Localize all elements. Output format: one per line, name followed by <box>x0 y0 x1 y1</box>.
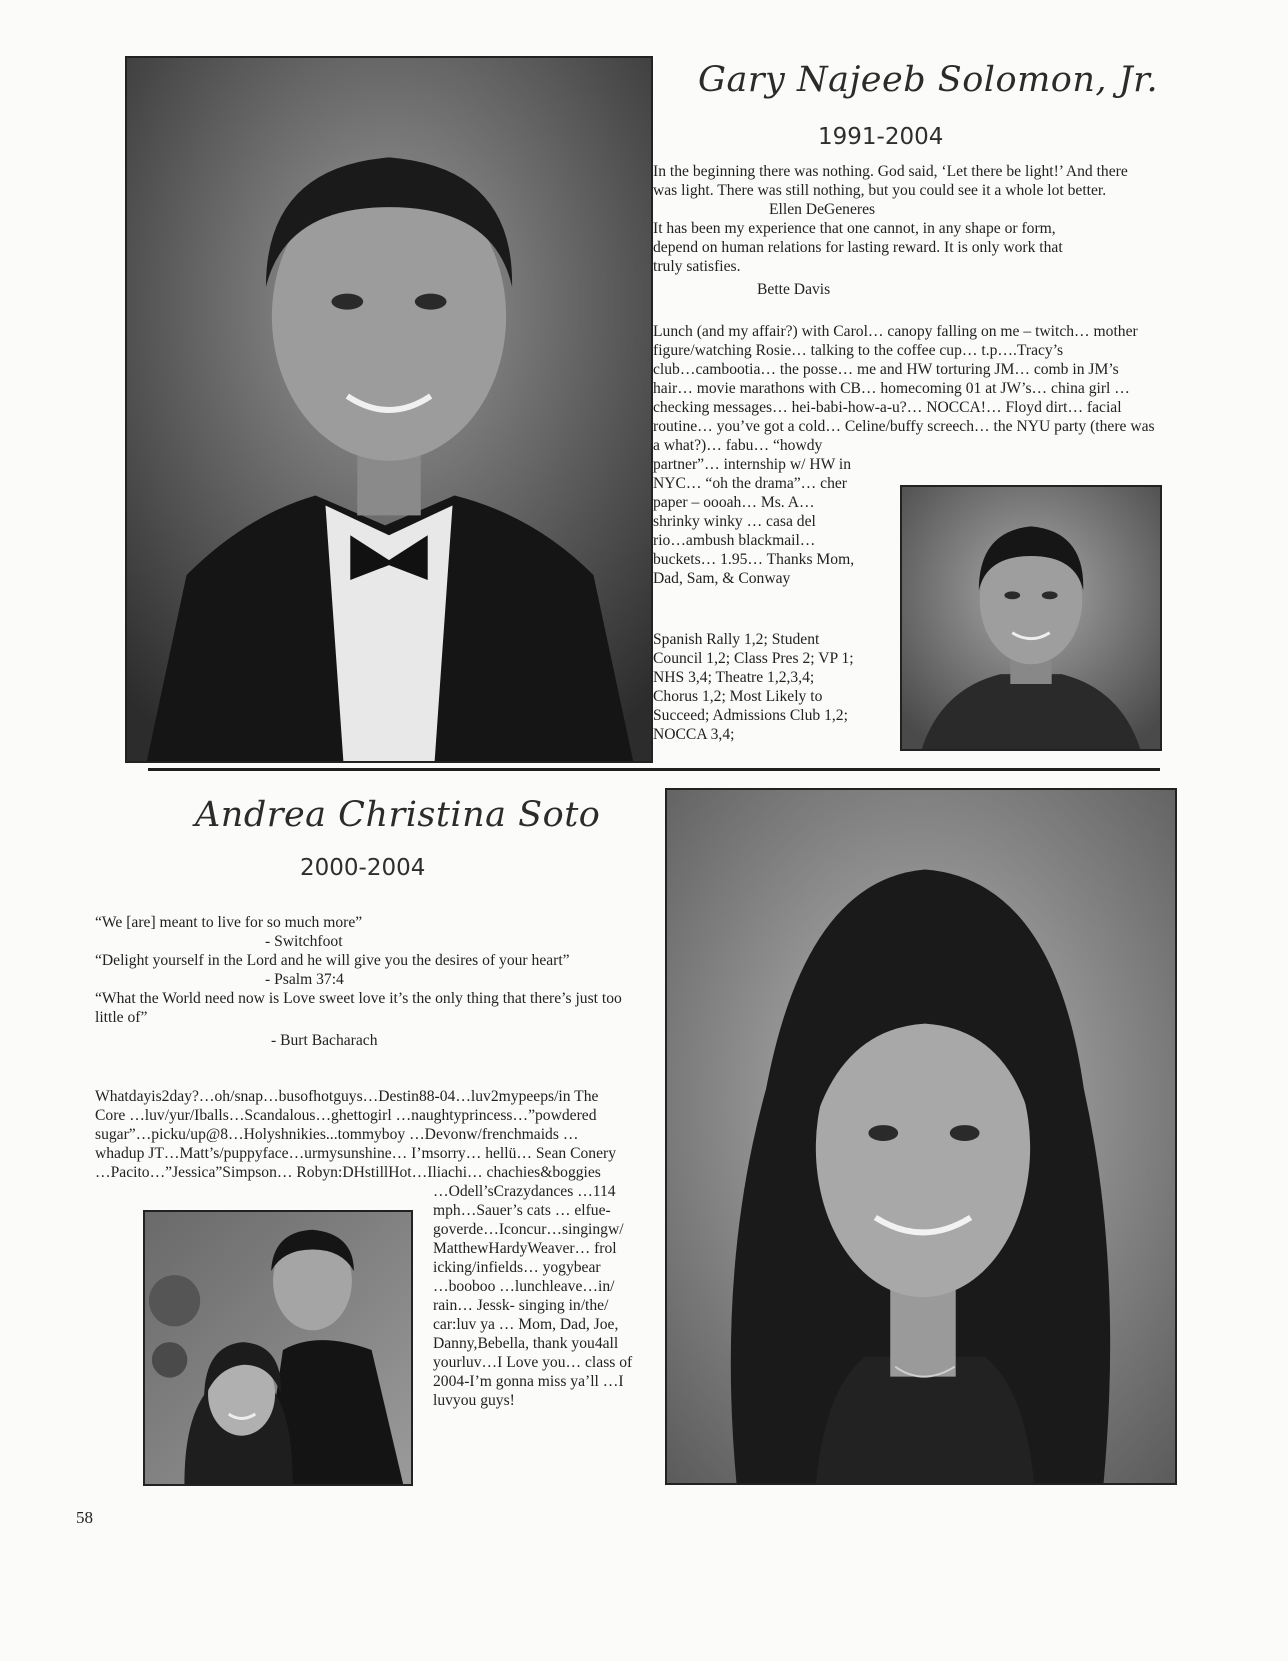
gary-quote-line: was light. There was still nothing, but you could see it a whole lot better. <box>653 182 1107 199</box>
gary-memory-line: rio…ambush blackmail… <box>653 532 816 549</box>
gary-quotes <box>653 162 1128 299</box>
andrea-memory-line: Whatdayis2day?…oh/snap…busofhotguys…Destin88-04…luv2mypeeps/in The <box>95 1088 599 1105</box>
andrea-memory-line: MatthewHardyWeaver… frol <box>433 1240 617 1257</box>
gary-name: Gary Najeeb Solomon, Jr. <box>698 60 1159 100</box>
gary-memory-line: hair… movie marathons with CB… homecoming 01 at JW’s… china girl … <box>653 380 1130 397</box>
gary-activity-line: NHS 3,4; Theatre 1,2,3,4; <box>653 669 815 686</box>
gary-formal-portrait <box>125 56 653 763</box>
andrea-name: Andrea Christina Soto <box>195 795 601 835</box>
gary-quote-line: It has been my experience that one cannot, in any shape or form, <box>653 220 1056 237</box>
gary-activity-line: NOCCA 3,4; <box>653 726 735 743</box>
gary-activity-line: Succeed; Admissions Club 1,2; <box>653 707 848 724</box>
andrea-couple-photo <box>143 1210 413 1486</box>
andrea-memories <box>95 1087 616 1182</box>
andrea-quotes <box>95 913 622 1050</box>
gary-memory-line: Lunch (and my affair?) with Carol… canopy falling on me – twitch… mother <box>653 323 1138 340</box>
andrea-memory-line: Core …luv/yur/Iballs…Scandalous…ghettogirl …naughtyprincess…”powdered <box>95 1107 597 1124</box>
andrea-memory-line: car:luv ya … Mom, Dad, Joe, <box>433 1316 619 1333</box>
andrea-memory-line: …Pacito…”Jessica”Simpson… Robyn:DHstillHot…Iliachi… chachies&boggies <box>95 1164 601 1181</box>
andrea-quote-author: - Switchfoot <box>265 933 343 950</box>
section-divider <box>148 768 1160 771</box>
andrea-memory-line: Danny,Bebella, thank you4all <box>433 1335 619 1352</box>
andrea-years: 2000-2004 <box>300 855 426 881</box>
gary-memory-line: paper – oooah… Ms. A… <box>653 494 815 511</box>
gary-quote-author: Bette Davis <box>757 281 831 298</box>
gary-memory-line: shrinky winky … casa del <box>653 513 816 530</box>
andrea-quote-author: - Burt Bacharach <box>271 1032 378 1049</box>
gary-activity-line: Chorus 1,2; Most Likely to <box>653 688 823 705</box>
gary-memory-line: partner”… internship w/ HW in <box>653 456 852 473</box>
gary-memory-line: NYC… “oh the drama”… cher <box>653 475 847 492</box>
andrea-quote-line: little of” <box>95 1009 148 1026</box>
gary-memory-line: checking messages… hei-babi-how-a-u?… NOCCA!… Floyd dirt… facial <box>653 399 1122 416</box>
gary-activities <box>653 630 854 744</box>
gary-activity-line: Spanish Rally 1,2; Student <box>653 631 820 648</box>
gary-memory-line: club…cambootia… the posse… me and HW torturing JM… comb in JM’s <box>653 361 1119 378</box>
andrea-quote-line: “Delight yourself in the Lord and he will give you the desires of your heart” <box>95 952 570 969</box>
gary-activity-line: Council 1,2; Class Pres 2; VP 1; <box>653 650 854 667</box>
andrea-quote-line: “What the World need now is Love sweet love it’s the only thing that there’s just too <box>95 990 622 1007</box>
andrea-memory-line: 2004-I’m gonna miss ya’ll …I <box>433 1373 624 1390</box>
andrea-quote-line: “We [are] meant to live for so much more” <box>95 914 363 931</box>
page-number: 58 <box>76 1508 93 1527</box>
andrea-memory-line: whadup JT…Matt’s/puppyface…urmysunshine… I’msorry… hellü… Sean Conery <box>95 1145 617 1162</box>
andrea-formal-portrait <box>665 788 1177 1485</box>
andrea-memory-line: goverde…Iconcur…singingw/ <box>433 1221 624 1238</box>
gary-memory-line: Dad, Sam, & Conway <box>653 570 791 587</box>
andrea-quote-author: - Psalm 37:4 <box>265 971 344 988</box>
gary-quote-line: truly satisfies. <box>653 258 741 275</box>
gary-quote-author: Ellen DeGeneres <box>769 201 876 218</box>
andrea-memory-line: …booboo …lunchleave…in/ <box>433 1278 615 1295</box>
andrea-memory-line: yourluv…I Love you… class of <box>433 1354 633 1371</box>
gary-memory-line: a what?)… fabu… “howdy <box>653 437 823 454</box>
gary-memory-line: routine… you’ve got a cold… Celine/buffy screech… the NYU party (there was <box>653 418 1155 435</box>
gary-memory-line: buckets… 1.95… Thanks Mom, <box>653 551 855 568</box>
andrea-memories-continued <box>433 1182 632 1410</box>
andrea-memory-line: luvyou guys! <box>433 1392 515 1409</box>
andrea-memory-line: …Odell’sCrazydances …114 <box>433 1183 616 1200</box>
andrea-memory-line: rain… Jessk- singing in/the/ <box>433 1297 609 1314</box>
andrea-memory-line: icking/infields… yogybear <box>433 1259 601 1276</box>
gary-casual-photo <box>900 485 1162 751</box>
gary-years: 1991-2004 <box>818 124 944 150</box>
andrea-memory-line: sugar”…picku/up@8…Holyshnikies...tommyboy …Devonw/frenchmaids … <box>95 1126 579 1143</box>
gary-memory-line: figure/watching Rosie… talking to the coffee cup… t.p….Tracy’s <box>653 342 1064 359</box>
andrea-memory-line: mph…Sauer’s cats … elfue- <box>433 1202 611 1219</box>
gary-quote-line: depend on human relations for lasting reward. It is only work that <box>653 239 1063 256</box>
gary-quote-line: In the beginning there was nothing. God said, ‘Let there be light!’ And there <box>653 163 1128 180</box>
